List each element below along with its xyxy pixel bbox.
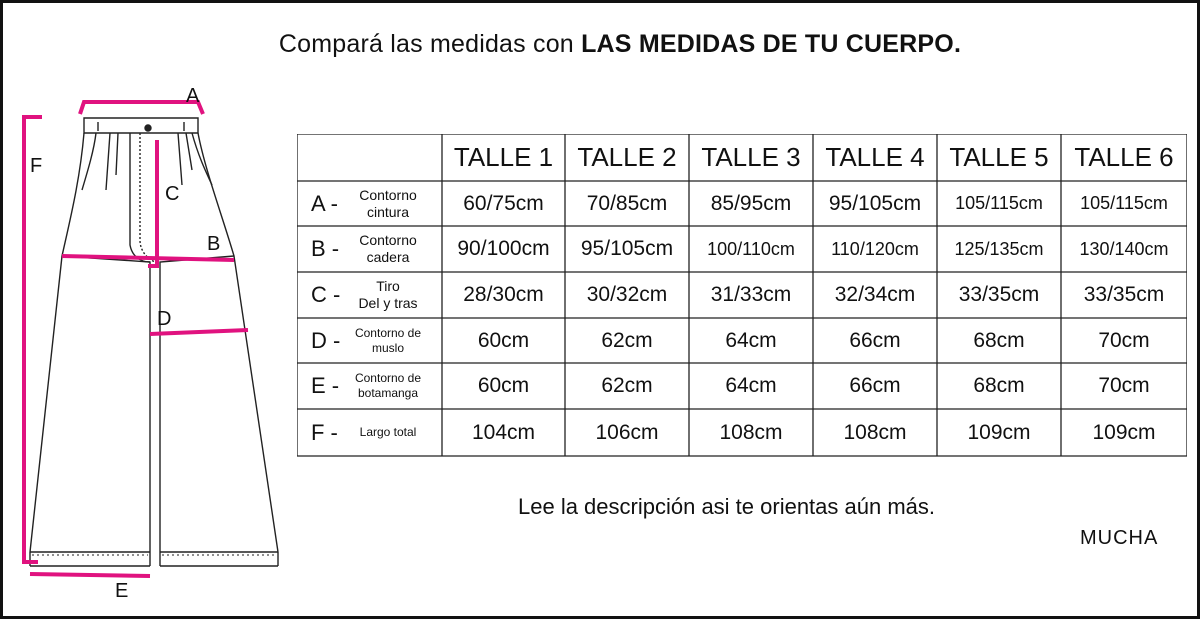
measure-name-line2: muslo	[371, 340, 404, 355]
size-value: 66cm	[849, 374, 901, 397]
title-bold: LAS MEDIDAS DE TU CUERPO.	[581, 30, 962, 58]
label-e: E	[115, 580, 129, 602]
size-value: 62cm	[601, 328, 653, 352]
size-value: 109cm	[1092, 420, 1156, 444]
measure-name	[347, 425, 429, 440]
size-value: 60cm	[477, 374, 530, 397]
size-value: 64cm	[725, 374, 777, 397]
measure-row-label	[297, 181, 442, 226]
size-value: 85/95cm	[710, 191, 792, 215]
size-value: 108cm	[719, 420, 783, 444]
size-value: 130/140cm	[1079, 238, 1169, 259]
measure-name	[347, 187, 429, 221]
size-value: 110/120cm	[831, 238, 919, 259]
measure-name	[347, 278, 429, 312]
measure-name-line1: Contorno	[359, 232, 417, 248]
size-header: TALLE 4	[825, 142, 925, 172]
measure-name-line1: Contorno de	[354, 325, 422, 340]
size-value: 60/75cm	[463, 191, 544, 215]
brand-name: MUCHA	[1080, 527, 1159, 549]
measure-code: D -	[311, 327, 341, 353]
size-value: 28/30cm	[463, 283, 544, 306]
size-value: 108cm	[843, 420, 907, 444]
size-value: 60cm	[477, 328, 530, 352]
measure-code: A -	[311, 190, 338, 216]
measure-code: C -	[311, 282, 341, 307]
size-value: 31/33cm	[710, 283, 792, 306]
size-value: 90/100cm	[457, 237, 550, 260]
size-value: 62cm	[601, 374, 653, 397]
size-value: 64cm	[725, 328, 777, 352]
measure-name-line1: Tiro	[376, 278, 400, 294]
size-value: 95/105cm	[828, 191, 922, 215]
measure-name-line1: Contorno de	[354, 371, 422, 385]
label-a: A	[186, 85, 200, 107]
size-value: 104cm	[471, 420, 536, 444]
measure-code: F -	[311, 419, 338, 445]
size-value: 95/105cm	[580, 237, 674, 260]
measure-name	[347, 371, 429, 401]
size-value: 70/85cm	[586, 191, 668, 215]
measure-name-line2: cadera	[366, 249, 410, 265]
size-value: 106cm	[595, 420, 659, 444]
size-value: 105/115cm	[1080, 193, 1168, 213]
size-header: TALLE 1	[453, 142, 554, 172]
footer-text: Lee la descripción asi te orientas aún más.	[518, 494, 936, 519]
measure-code: B -	[311, 236, 340, 261]
measure-lines	[24, 102, 248, 576]
size-value: 33/35cm	[958, 283, 1040, 306]
size-header: TALLE 6	[1074, 142, 1174, 172]
size-header: TALLE 2	[577, 142, 677, 172]
size-value: 109cm	[967, 420, 1031, 444]
size-header: TALLE 5	[949, 142, 1049, 172]
measure-name	[347, 232, 429, 266]
size-value: 33/35cm	[1083, 283, 1165, 306]
measure-name-line1: Largo total	[359, 425, 417, 439]
size-value: 32/34cm	[834, 283, 916, 306]
measure-row-label	[297, 272, 442, 318]
size-value: 30/32cm	[586, 283, 668, 306]
size-value: 100/110cm	[707, 238, 795, 259]
label-d: D	[157, 308, 172, 330]
size-value: 125/135cm	[954, 238, 1044, 259]
measure-row-label	[297, 226, 442, 272]
size-value: 68cm	[973, 374, 1025, 397]
measure-name-line1: Contorno	[359, 186, 417, 203]
measure-row-label	[297, 318, 442, 363]
measure-name-line2: cintura	[366, 203, 410, 220]
pants-diagram	[0, 0, 300, 619]
size-value: 105/115cm	[955, 193, 1043, 213]
label-b: B	[207, 233, 221, 255]
size-value: 70cm	[1098, 328, 1150, 352]
measure-code: E -	[311, 373, 340, 398]
measure-name-line2: Del y tras	[358, 295, 418, 311]
measure-row-label	[297, 363, 442, 409]
title-regular: Compará las medidas con	[278, 30, 574, 58]
size-table	[297, 134, 1187, 458]
measure-row-label	[297, 409, 442, 456]
size-value: 70cm	[1098, 374, 1150, 397]
label-f: F	[30, 155, 43, 177]
size-value: 68cm	[973, 328, 1025, 352]
label-c: C	[165, 183, 180, 205]
measure-name	[347, 326, 429, 356]
size-header: TALLE 3	[701, 142, 801, 172]
measure-name-line2: botamanga	[357, 386, 419, 400]
size-value: 66cm	[849, 328, 901, 352]
